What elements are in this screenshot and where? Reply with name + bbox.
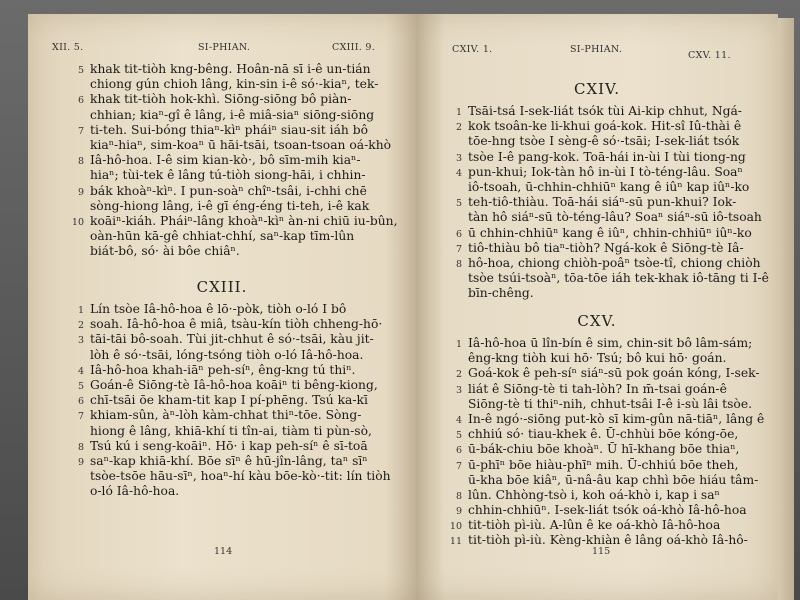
verse-text: iô-tsoah, ū-chhin-chhiūⁿ kang ê iûⁿ kap iûⁿ-ko [468, 179, 750, 194]
verse-line [90, 168, 398, 183]
verse-number: 6 [455, 445, 462, 457]
verse-line [455, 240, 769, 256]
verse-number: 7 [455, 460, 462, 472]
running-header-title: SI-PHIAN. [198, 42, 251, 53]
verse-number: 3 [455, 152, 462, 164]
verse-text: biát-bô, só· ài bôe chiâⁿ. [90, 244, 240, 259]
verse-number: 5 [455, 430, 462, 442]
chapter-heading: CXV. [577, 312, 617, 330]
verse-number: 7 [455, 243, 462, 255]
verse-line [77, 153, 398, 168]
verse-text: teh-tiô-thiàu. Toā-hái siáⁿ-sū pun-khui? Iok- [468, 195, 737, 210]
verse-text: tàn hô siáⁿ-sū tò-téng-lâu? Soaⁿ siáⁿ-sū iô-tsoah [468, 210, 762, 225]
verse-line [71, 213, 398, 229]
verse-text: o-ló Iâ-hô-hoa. [90, 484, 180, 499]
verse-text: chiong gún chioh lâng, kin-sin i-ê só·-kiaⁿ, tek- [90, 77, 379, 92]
left-page [28, 14, 416, 600]
chapter-heading: CXIII. [196, 278, 248, 296]
verse-text: oàn-hūn kā-gê chhiat-chhí, saⁿ-kap tīm-lûn [90, 229, 355, 244]
verse-line [77, 62, 398, 77]
running-header-left: XII. 5. [52, 42, 84, 53]
verse-line [455, 225, 769, 241]
verse-line [77, 302, 391, 317]
verse-line [90, 229, 398, 244]
verse-line [90, 484, 391, 499]
verse-line [77, 332, 391, 347]
verse-line [468, 210, 769, 225]
verse-text: ti-teh. Sui-bóng thiaⁿ-kìⁿ pháiⁿ siau-sit iáh bô [90, 122, 369, 137]
verse-line [77, 408, 391, 423]
verse-text: khiam-sûn, àⁿ-lòh kàm-chhat thiⁿ-tōe. Sòng- [90, 408, 362, 423]
left-psalm-text [71, 62, 398, 259]
verse-line [90, 348, 391, 363]
verse-number: 9 [455, 506, 462, 518]
verse-text: tsòe tsúi-tsoàⁿ, tōa-tōe iáh tek-khak iô-tāng ti I-ê [468, 271, 769, 286]
verse-line [455, 427, 764, 442]
verse-line [455, 119, 769, 134]
verse-text: In-ê ngó·-siōng put-kò sī kim-gûn nā-tiāⁿ, lâng ê [468, 411, 765, 426]
verse-number: 5 [77, 380, 84, 392]
left-psalm-text [77, 302, 391, 499]
verse-line [468, 397, 764, 412]
verse-number: 9 [77, 456, 84, 468]
verse-line [90, 77, 398, 92]
verse-text: lûn. Chhòng-tsò i, koh oá-khò i, kap i saⁿ [468, 487, 720, 502]
verse-number: 10 [449, 521, 462, 533]
verse-text: tsòe-tsōe hāu-sīⁿ, hoaⁿ-hí kàu bōe-kò·-tit: lín tiòh [90, 469, 391, 484]
verse-number: 6 [77, 396, 84, 408]
verse-text: chhin-chhiūⁿ. I-sek-liát tsók oá-khò Iâ-hô-hoa [468, 503, 747, 518]
verse-line [468, 271, 769, 286]
verse-text: tōe-hng tsòe I sèng-ê só·-tsāi; I-sek-liát tsók [468, 134, 740, 149]
running-header-left: CXIV. 1. [452, 44, 493, 55]
verse-text: pun-khui; Iok-tàn hô in-ùi I tò-téng-lâu. Soaⁿ [468, 164, 743, 179]
verse-line [90, 108, 398, 123]
verse-text: tit-tiòh pì-iù. A-lûn ê ke oá-khò Iâ-hô-hoa [468, 518, 721, 533]
verse-line [455, 381, 764, 397]
verse-line [77, 122, 398, 138]
verse-number: 4 [455, 414, 462, 426]
verse-number: 8 [455, 258, 462, 270]
verse-line [77, 183, 398, 199]
verse-text: hô-hoa, chiong chiòh-poâⁿ tsòe-tî, chiong chiòh [468, 255, 761, 270]
verse-number: 3 [77, 335, 84, 347]
verse-number: 8 [455, 490, 462, 502]
verse-number: 6 [455, 228, 462, 240]
verse-text: Tsāi-tsá I-sek-liát tsók tùi Ai-kip chhut, Ngá- [468, 104, 742, 118]
verse-text: tit-tiòh pì-iù. Kèng-khiàn ê lâng oá-khò Iâ-hô- [468, 533, 748, 548]
verse-text: sòng-hiong lâng, i-ê gī éng-éng ti-teh, i-ê kak [90, 198, 370, 213]
verse-number: 2 [455, 369, 462, 381]
verse-text: Iâ-hô-hoa khah-iāⁿ peh-síⁿ, êng-kng tú thiⁿ. [90, 362, 356, 377]
verse-text: tiô-thiàu bô tiaⁿ-tiòh? Ngá-kok ê Siōng-tè Iâ- [468, 240, 744, 255]
verse-text: saⁿ-kap khiā-khí. Bōe sīⁿ ê hū-jîn-lâng, taⁿ sīⁿ [90, 453, 368, 468]
verse-number: 11 [449, 536, 462, 548]
verse-text: koāiⁿ-kiáh. Pháiⁿ-lâng khoàⁿ-kìⁿ àn-ni chiū iu-bûn, [90, 213, 398, 228]
verse-text: kok tsoân-ke li-khui goá-kok. Hit-sî Iû-thài ê [468, 119, 742, 134]
verse-line [455, 411, 765, 427]
verse-line [455, 503, 764, 518]
verse-number: 8 [77, 441, 84, 453]
verse-line [77, 393, 391, 408]
verse-line [468, 180, 769, 195]
verse-line [455, 255, 769, 271]
verse-number: 7 [77, 125, 84, 137]
verse-text: ū-kha bōe kiâⁿ, ū-nâ-âu kap chhì bōe hiáu tâm- [468, 472, 759, 487]
verse-text: chhian; kiaⁿ-gî ê lâng, i-ê miâ-siaⁿ siōng-siōng [90, 107, 375, 122]
verse-line [455, 195, 769, 210]
verse-number: 2 [77, 320, 84, 332]
verse-line [468, 473, 764, 488]
verse-line [449, 518, 764, 533]
verse-text: ū chhin-chhiūⁿ kang ê iûⁿ, chhin-chhiūⁿ iûⁿ-ko [468, 225, 752, 240]
verse-text: lòh ê só·-tsāi, lóng-tsóng tiòh o-ló Iâ-hô-hoa. [90, 347, 364, 362]
verse-line [77, 92, 398, 107]
verse-number: 1 [77, 305, 84, 316]
verse-line [449, 533, 764, 548]
verse-text: bák khoàⁿ-kìⁿ. I pun-soàⁿ chîⁿ-tsâi, i-chhi chē [90, 183, 367, 198]
verse-text: êng-kng tiòh kui hō· Tsú; bô kui hō· goán. [468, 351, 727, 366]
verse-line [90, 424, 391, 439]
verse-text: Goá-kok ê peh-síⁿ siáⁿ-sū pok goán kóng, I-sek- [468, 366, 760, 381]
verse-line [77, 438, 391, 454]
verse-text: kiaⁿ-hiaⁿ, sim-koaⁿ ū hāi-tsāi, tsoan-tsoan oá-khò [90, 137, 392, 152]
right-psalm-text [455, 104, 769, 301]
verse-line [455, 442, 764, 457]
verse-text: ū-phīⁿ bōe hiàu-phīⁿ mih. Ū-chhiú bōe theh, [468, 457, 739, 472]
verse-line [455, 149, 769, 165]
chapter-heading: CXIV. [573, 80, 621, 98]
running-header-right: CXV. 11. [688, 50, 731, 61]
running-header-right: CXIII. 9. [332, 42, 376, 53]
verse-number: 6 [77, 95, 84, 107]
verse-text: soah. Iâ-hô-hoa ê miâ, tsàu-kín tiòh chheng-hō· [90, 317, 383, 332]
verse-line [77, 362, 391, 378]
verse-line [90, 469, 391, 484]
verse-number: 1 [455, 339, 462, 350]
verse-number: 9 [77, 186, 84, 198]
running-header-title: SI-PHIAN. [570, 44, 623, 55]
right-psalm-text [449, 336, 765, 549]
verse-text: tsòe I-ê pang-kok. Toā-hái in-ùi I tùi tiong-ng [468, 149, 746, 164]
verse-line [468, 351, 764, 366]
verse-line [77, 453, 391, 469]
verse-line [77, 377, 391, 393]
page-number: 114 [214, 546, 233, 557]
verse-number: 2 [455, 122, 462, 134]
verse-line [90, 199, 398, 214]
verse-text: ū-bák-chiu bōe khoàⁿ. Ū hī-khang bōe thiaⁿ, [468, 442, 740, 457]
verse-line [77, 317, 391, 332]
verse-number: 4 [77, 365, 84, 377]
verse-line [468, 134, 769, 149]
right-page [416, 14, 778, 600]
page-number: 115 [592, 546, 611, 557]
verse-text: liát ê Siōng-tè ti tah-lòh? In m̄-tsai goán-ê [468, 381, 727, 396]
verse-text: khak tit-tiòh kng-bêng. Hoân-nā sī i-ê un-tián [90, 62, 371, 76]
verse-line [455, 457, 764, 473]
verse-number: 7 [77, 411, 84, 423]
verse-number: 8 [77, 156, 84, 168]
verse-text: Tsú kú i seng-koāiⁿ. Hō· i kap peh-síⁿ ê sī-toā [90, 438, 368, 453]
verse-text: bīn-chêng. [468, 286, 534, 301]
verse-line [468, 286, 769, 301]
verse-number: 10 [71, 216, 84, 228]
verse-text: hiaⁿ; tùi-tek ê lâng tú-tiòh siong-hāi, i chhin- [90, 168, 366, 183]
verse-text: khak tit-tiòh hok-khì. Siōng-siōng bô piàn- [90, 92, 352, 107]
verse-line [455, 336, 764, 351]
verse-text: Goán-ê Siōng-tè Iâ-hô-hoa koāiⁿ ti bêng-kiong, [90, 377, 378, 392]
verse-number: 3 [455, 384, 462, 396]
verse-text: hiong ê lâng, khiā-khí ti tîn-ai, tiàm ti pùn-sò, [90, 423, 372, 438]
verse-text: Siōng-tè ti thiⁿ-nih, chhut-tsâi I-ê i-sù lâi tsòe. [468, 396, 753, 411]
verse-number: 1 [455, 107, 462, 118]
verse-text: Lín tsòe Iâ-hô-hoa ê lō·-pòk, tiòh o-ló I bô [90, 302, 347, 316]
verse-text: Iâ-hô-hoa ū lîn-bín ê sim, chin-sit bô lâm-sám; [468, 336, 753, 350]
verse-line [90, 244, 398, 259]
verse-number: 4 [455, 167, 462, 179]
page-edges [778, 18, 794, 600]
verse-text: chī-tsāi ōe kham-tit kap I pí-phēng. Tsú ka-kī [90, 393, 368, 408]
verse-line [455, 366, 764, 381]
verse-line [90, 138, 398, 153]
verse-text: Iâ-hô-hoa. I-ê sim kian-kò·, bô sīm-mih kiaⁿ- [90, 153, 361, 168]
verse-number: 5 [455, 198, 462, 210]
verse-text: tāi-tāi bô-soah. Tùi jit-chhut ê só·-tsāi, kàu jit- [90, 332, 374, 347]
verse-line [455, 487, 764, 503]
verse-text: chhiú só· tiau-khek ê. Ū-chhùi bōe kóng-ōe, [468, 427, 739, 442]
verse-line [455, 104, 769, 119]
verse-number: 5 [77, 65, 84, 76]
verse-line [455, 164, 769, 180]
